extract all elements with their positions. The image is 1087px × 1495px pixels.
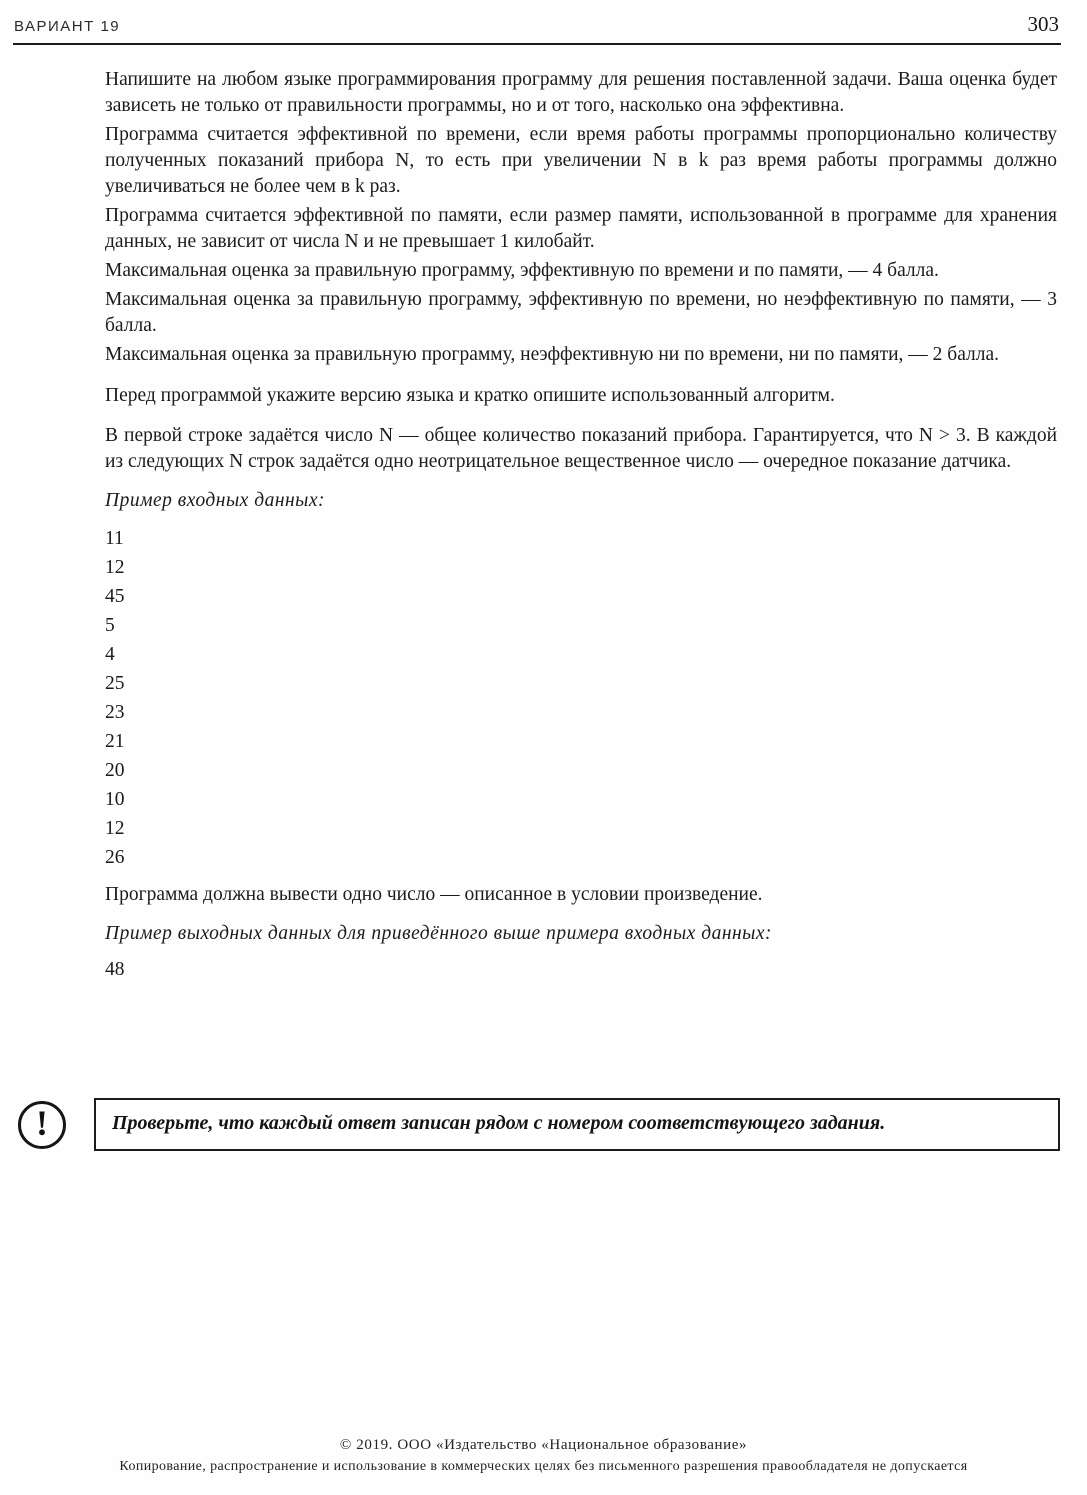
output-paragraph: Программа должна вывести одно число — описанное в условии произведение.: [105, 884, 763, 905]
page-header: [0, 0, 1087, 37]
header-rule: [13, 43, 1061, 45]
input-value-line: 11: [105, 528, 124, 549]
input-value-line: 12: [105, 818, 125, 839]
input-value-line: 12: [105, 557, 125, 578]
input-value-line: 4: [105, 644, 115, 665]
input-value-line: 21: [105, 731, 125, 752]
exclamation-icon: !: [18, 1101, 66, 1149]
body-paragraph-5: Максимальная оценка за правильную программу, эффективную по времени, но неэффективную по памяти, — 3 балла.: [105, 289, 1057, 336]
notice-text: Проверьте, что каждый ответ записан рядом с номером соответствующего задания.: [112, 1112, 886, 1134]
document-body: [105, 67, 1057, 983]
notice-row: [0, 1098, 1087, 1151]
legal-line: Копирование, распространение и использование в коммерческих целях без письменного разрешения правообладателя не допускается: [119, 1459, 968, 1474]
body-paragraph-1: Напишите на любом языке программирования программу для решения поставленной задачи. Ваша оценка будет зависеть не только от правильности программы, но и от того, насколько она эффективна.: [105, 69, 1057, 116]
page-footer: [0, 1437, 1087, 1475]
body-paragraph-6: Максимальная оценка за правильную программу, неэффективную ни по времени, ни по памяти, — 2 балла.: [105, 344, 1000, 365]
input-value-line: 23: [105, 702, 125, 723]
input-value-line: 45: [105, 586, 125, 607]
output-example-label: Пример выходных данных для приведённого выше примера входных данных:: [105, 923, 773, 944]
variant-label: ВАРИАНТ 19: [14, 18, 121, 35]
body-paragraph-4: Максимальная оценка за правильную программу, эффективную по времени и по памяти, — 4 балла.: [105, 260, 939, 281]
input-value-line: 26: [105, 847, 125, 868]
input-values-list: [105, 524, 1057, 872]
input-value-line: 25: [105, 673, 125, 694]
body-paragraph-8: В первой строке задаётся число N — общее количество показаний прибора. Гарантируется, что N > 3. В каждой из следующих N строк задаётся одно неотрицательное вещественное число — очередное показание датчика.: [105, 425, 1057, 472]
copyright-line: © 2019. ООО «Издательство «Национальное образование»: [339, 1437, 748, 1453]
output-value: 48: [105, 959, 125, 980]
page-number: 303: [1027, 12, 1059, 36]
input-example-label: Пример входных данных:: [105, 490, 326, 511]
input-value-line: 20: [105, 760, 125, 781]
input-value-line: 5: [105, 615, 115, 636]
input-value-line: 10: [105, 789, 125, 810]
body-paragraph-7: Перед программой укажите версию языка и кратко опишите использованный алгоритм.: [105, 385, 835, 406]
notice-box: [94, 1098, 1060, 1151]
body-paragraph-2: Программа считается эффективной по времени, если время работы программы пропорционально количеству полученных показаний прибора N, то есть при увеличении N в k раз время работы программы должно увеличиваться не более чем в k раз.: [105, 124, 1057, 197]
body-paragraph-3: Программа считается эффективной по памяти, если размер памяти, использованной в программе для хранения данных, не зависит от числа N и не превышает 1 килобайт.: [105, 205, 1057, 252]
